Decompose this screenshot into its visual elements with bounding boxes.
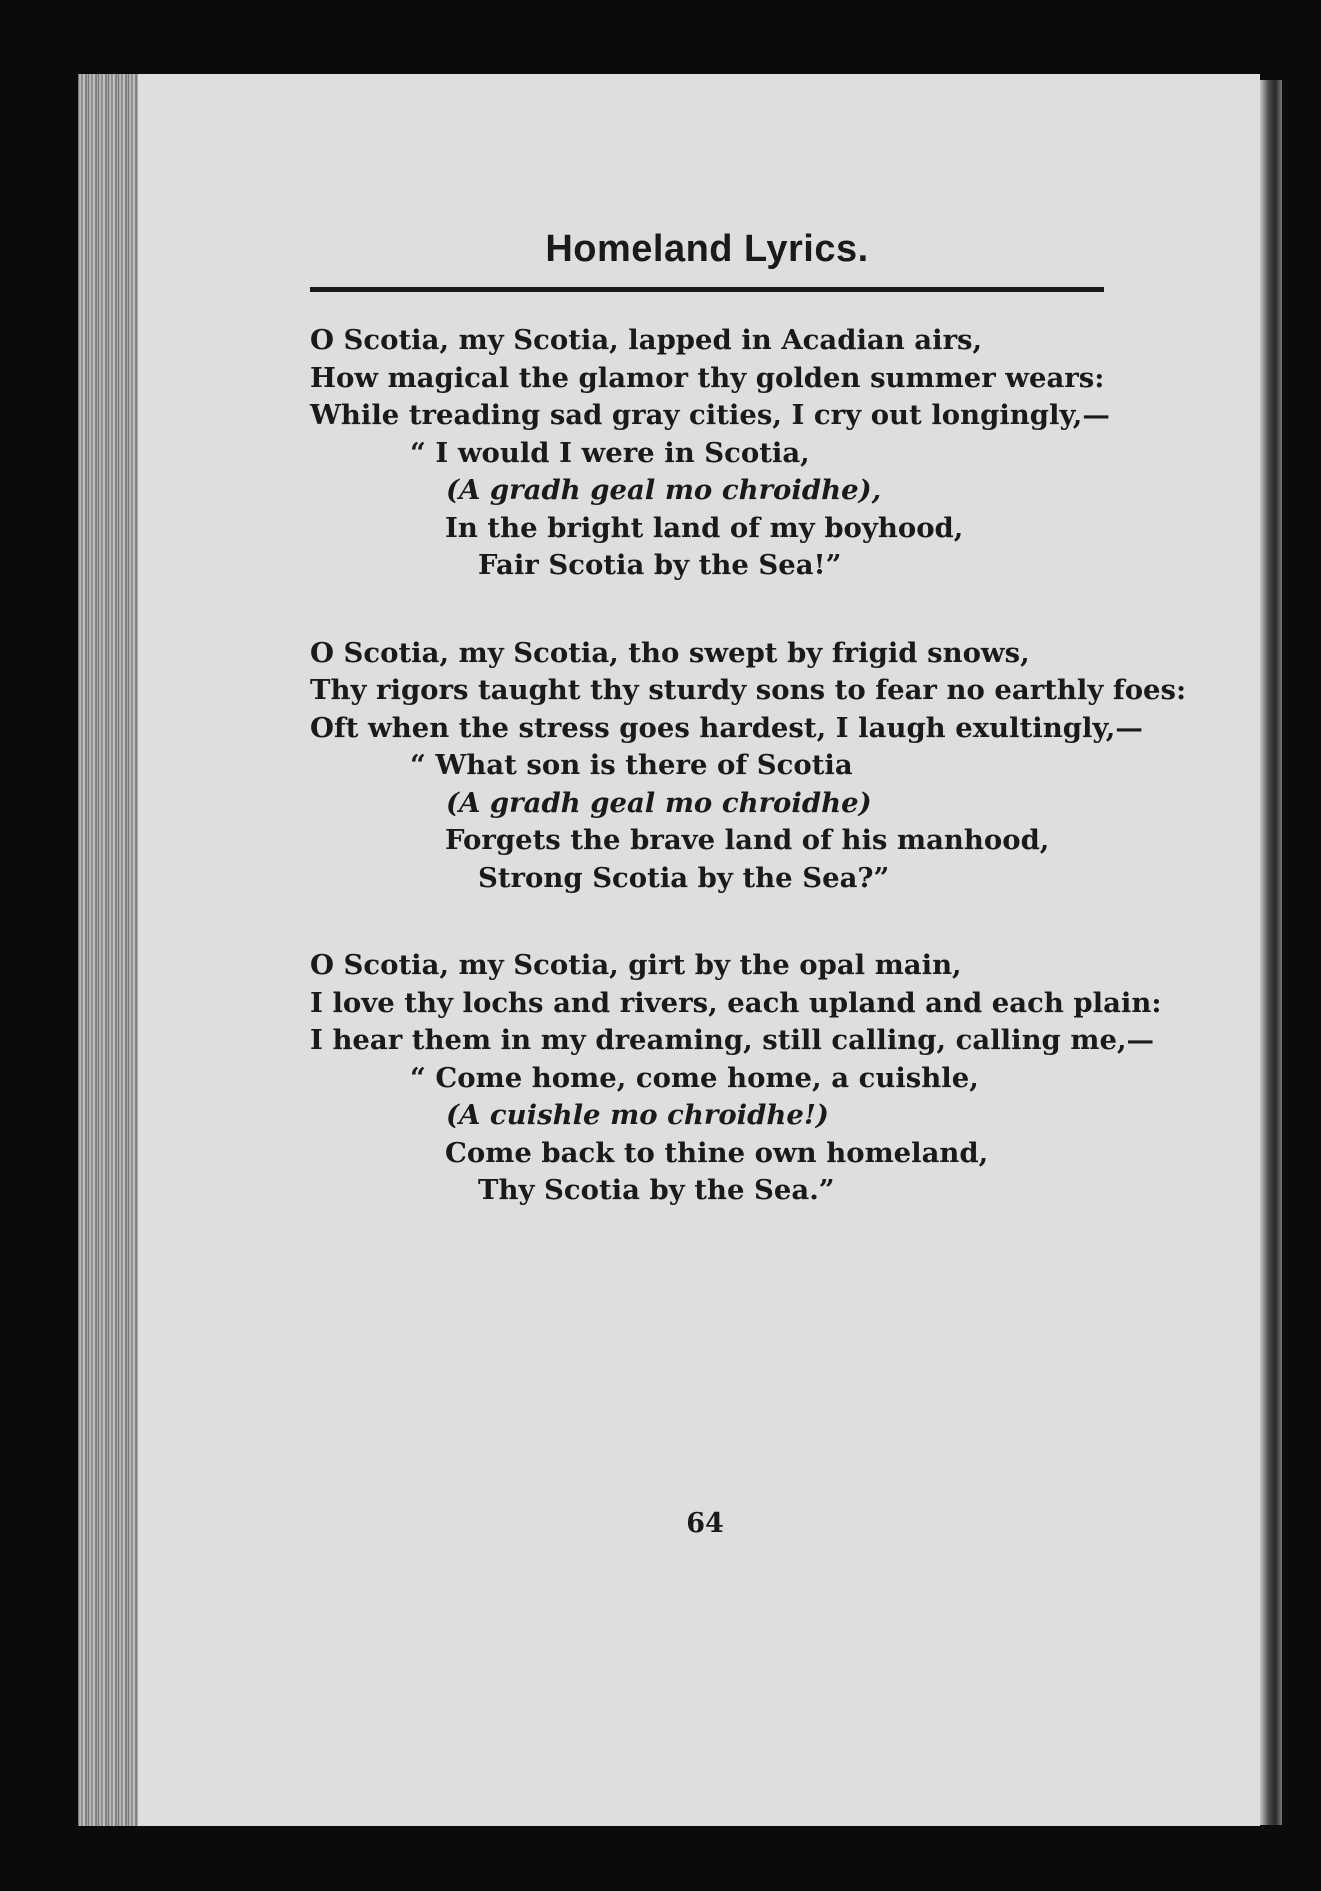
page-number: 64 [686, 1508, 724, 1539]
poem-line: Thy rigors taught thy sturdy sons to fear no earthly foes: [310, 674, 1187, 706]
header-rule [310, 287, 1104, 292]
stanza-3 [310, 947, 1162, 1210]
poem-line: O Scotia, my Scotia, girt by the opal main, [310, 949, 962, 981]
poem-line: I love thy lochs and rivers, each upland and each plain: [310, 986, 1162, 1019]
poem-body [310, 322, 1187, 1260]
poem-line-refrain: Come back to thine own homeland, [445, 1136, 989, 1169]
poem-line: While treading sad gray cities, I cry out longingly,— [310, 399, 1110, 431]
poem-line: O Scotia, my Scotia, lapped in Acadian airs, [310, 324, 983, 356]
poem-line: Oft when the stress goes hardest, I laugh exultingly,— [310, 711, 1143, 744]
page-stack-edge [78, 74, 140, 1826]
poem-line-gaelic: (A gradh geal mo chroidhe) [446, 786, 872, 819]
poem-line-refrain: Strong Scotia by the Sea?” [478, 861, 890, 894]
poem-line-refrain: “ Come home, come home, a cuishle, [410, 1061, 979, 1094]
poem-line-gaelic: (A gradh geal mo chroidhe), [446, 474, 882, 506]
poem-line-refrain: “ What son is there of Scotia [410, 749, 853, 781]
running-header: Homeland Lyrics. [545, 228, 869, 270]
poem-line: O Scotia, my Scotia, tho swept by frigid snows, [310, 636, 1030, 669]
book-binding-edge [1260, 80, 1282, 1825]
stanza-1 [310, 322, 1140, 585]
poem-line: I hear them in my dreaming, still calling, calling me,— [310, 1024, 1155, 1056]
poem-line-refrain: Fair Scotia by the Sea!” [478, 549, 842, 581]
poem-line: How magical the glamor thy golden summer wears: [310, 361, 1105, 394]
stanza-2 [310, 635, 1187, 898]
poem-line-refrain: Thy Scotia by the Sea.” [478, 1174, 835, 1206]
poem-line-refrain: Forgets the brave land of his manhood, [445, 824, 1050, 856]
poem-line-gaelic: (A cuishle mo chroidhe!) [446, 1099, 829, 1131]
poem-line-refrain: In the bright land of my boyhood, [445, 511, 964, 544]
poem-line-refrain: “ I would I were in Scotia, [410, 436, 810, 469]
